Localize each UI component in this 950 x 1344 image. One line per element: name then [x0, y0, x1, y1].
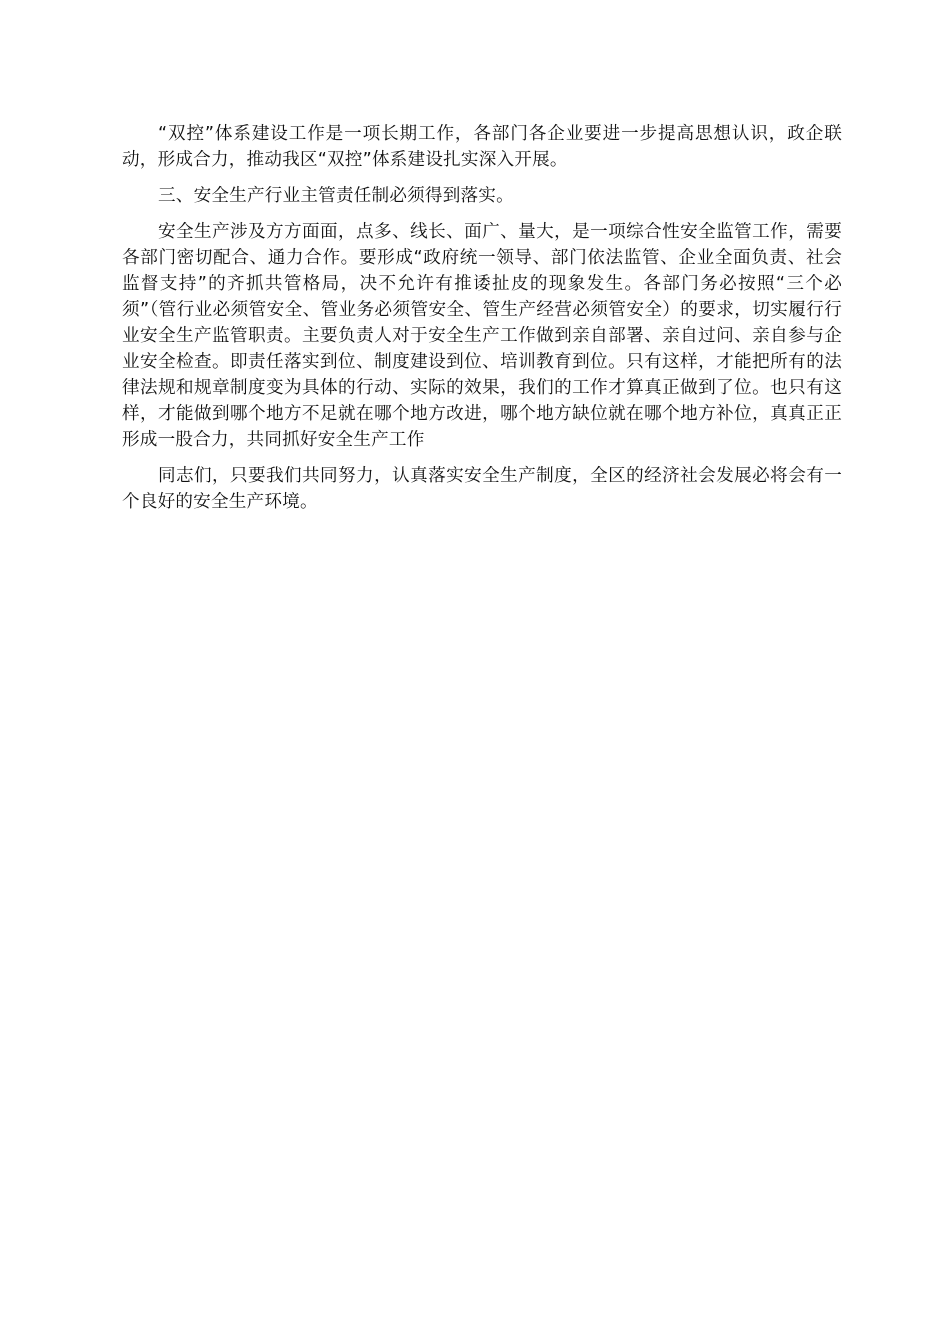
paragraph-closing: 同志们，只要我们共同努力，认真落实安全生产制度，全区的经济社会发展必将会有一个良好的安全生产环境。 — [122, 466, 842, 512]
paragraph-safety-responsibility: 安全生产涉及方方面面，点多、线长、面广、量大，是一项综合性安全监管工作，需要各部门密切配合、通力合作。要形成“政府统一领导、部门依法监管、企业全面负责、社会监督支持”的齐抓共管格局，决不允许有推诿扯皮的现象发生。各部门务必按照“三个必须”（管行业必须管安全、管业务必须管安全、管生产经营必须管安全）的要求，切实履行行业安全生产监管职责。主要负责人对于安全生产工作做到亲自部署、亲自过问、亲自参与企业安全检查。即责任落实到位、制度建设到位、培训教育到位。只有这样，才能把所有的法律法规和规章制度变为具体的行动、实际的效果，我们的工作才算真正做到了位。也只有这样，才能做到哪个地方不足就在哪个地方改进，哪个地方缺位就在哪个地方补位，真真正正形成一股合力，共同抓好安全生产工作 — [122, 222, 842, 450]
paragraph-dual-control: “双控”体系建设工作是一项长期工作，各部门各企业要进一步提高思想认识，政企联动，形成合力，推动我区“双控”体系建设扎实深入开展。 — [122, 124, 842, 170]
section-heading-three: 三、安全生产行业主管责任制必须得到落实。 — [158, 186, 514, 206]
document-body — [122, 121, 842, 525]
